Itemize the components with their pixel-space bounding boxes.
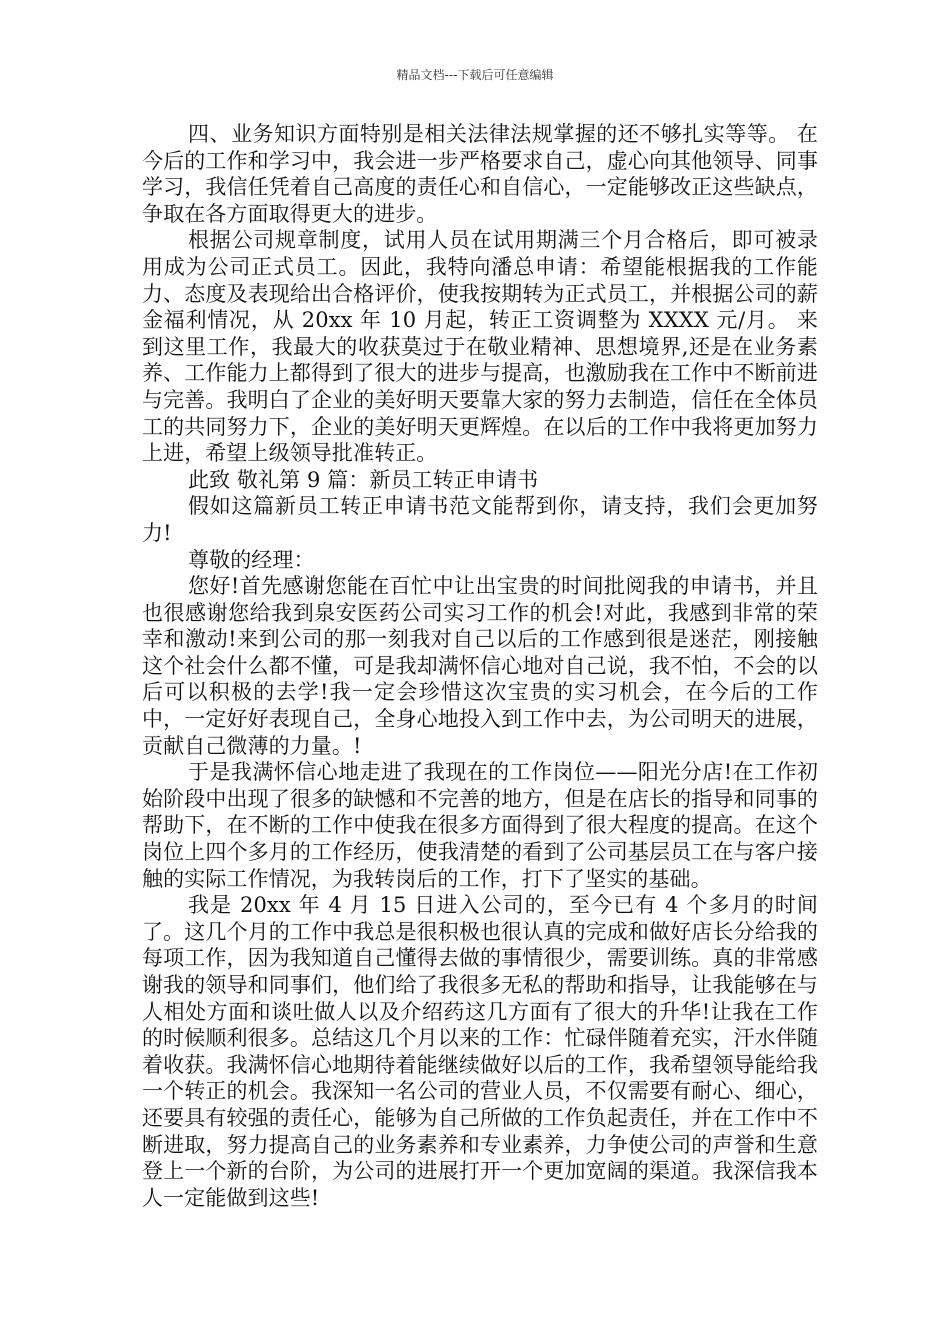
paragraph-closing-and-section-title: 此致 敬礼第 9 篇：新员工转正申请书: [188, 467, 539, 492]
paragraph-support-note: 假如这篇新员工转正申请书范文能帮到你，请支持，我们会更加努力!: [142, 494, 818, 545]
paragraph-greeting: 您好!首先感谢您能在百忙中让出宝贵的时间批阅我的申请书，并且也很感谢您给我到泉安医药公司实习工作的机会!对此，我感到非常的荣幸和激动!来到公司的那一刻我对自己以后的工作感到很是迷茫，刚接触这个社会什么都不懂，可是我却满怀信心地对自己说，我不怕，不会的以后可以积极的去学!我一定会珍惜这次宝贵的实习机会，在今后的工作中，一定好好表现自己，全身心地投入到工作中去，为公司明天的进展，贡献自己微薄的力量。!: [142, 574, 818, 758]
paragraph-work-summary: 我是 20xx 年 4 月 15 日进入公司的，至今已有 4 个多月的时间了。这几个月的工作中我总是很积极也很认真的完成和做好店长分给我的每项工作，因为我知道自己懂得去做的事情很少，需要训练。真的非常感谢我的领导和同事们，他们给了我很多无私的帮助和指导，让我能够在与人相处方面和谈吐做人以及介绍药这几方面有了很大的升华!让我在工作的时候顺利很多。总结这几个月以来的工作：忙碌伴随着充实，汗水伴随着收获。我满怀信心地期待着能继续做好以后的工作，我希望领导能给我一个转正的机会。我深知一名公司的营业人员，不仅需要有耐心、细心，还要具有较强的责任心，能够为自己所做的工作负起责任，并在工作中不断进取，努力提高自己的业务素养和专业素养，力争使公司的声誉和生意登上一个新的台阶，为公司的进展打开一个更加宽阔的渠道。我深信我本人一定能做到这些!: [142, 893, 818, 1210]
document-body: [142, 121, 818, 1211]
paragraph-work-position: 于是我满怀信心地走进了我现在的工作岗位——阳光分店!在工作初始阶段中出现了很多的缺憾和不完善的地方，但是在店长的指导和同事的帮助下，在不断的工作中使我在很多方面得到了很大程度的提高。在这个岗位上四个多月的工作经历，使我清楚的看到了公司基层员工在与客户接触的实际工作情况，为我转岗后的工作，打下了坚实的基础。: [142, 760, 818, 891]
paragraph-salutation: 尊敬的经理：: [188, 547, 315, 572]
paragraph-business-knowledge: 四、业务知识方面特别是相关法律法规掌握的还不够扎实等等。 在今后的工作和学习中，我会进一步严格要求自己，虚心向其他领导、同事学习，我信任凭着自己高度的责任心和自信心，一定能够改正这些缺点，争取在各方面取得更大的进步。: [142, 122, 818, 226]
paragraph-regularization-request: 根据公司规章制度，试用人员在试用期满三个月合格后，即可被录用成为公司正式员工。因此，我特向潘总申请：希望能根据我的工作能力、态度及表现给出合格评价，使我按期转为正式员工，并根据公司的薪金福利情况，从 20xx 年 10 月起，转正工资调整为 XXXX 元/月。 来到这里工作，我最大的收获莫过于在敬业精神、思想境界,还是在业务素养、工作能力上都得到了很大的进步与提高，也激励我在工作中不断前进与完善。我明白了企业的美好明天要靠大家的努力去制造，信任在全体员工的共同努力下，企业的美好明天更辉煌。在以后的工作中我将更加努力上进，希望上级领导批准转正。: [142, 228, 818, 466]
page-header: 精品文档---下载后可任意编辑: [396, 68, 554, 82]
